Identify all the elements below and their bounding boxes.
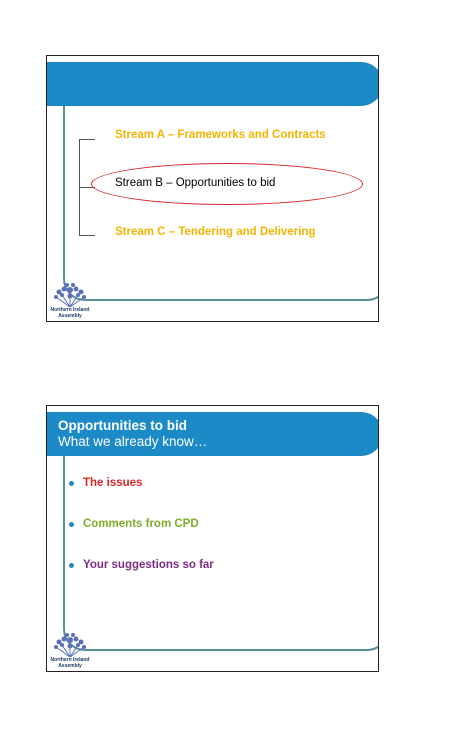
logo-line-1: Northern Ireland (50, 657, 90, 663)
stream-c-label: Stream C – Tendering and Delivering (115, 226, 316, 238)
title-banner (46, 412, 379, 456)
logo-line-2: Assembly (58, 312, 82, 319)
bullet-dot-icon (69, 522, 74, 527)
slide-subtitle: What we already know… (58, 434, 208, 449)
stream-b-label: Stream B – Opportunities to bid (115, 177, 276, 189)
slide-1 (46, 55, 379, 322)
stream-a-label: Stream A – Frameworks and Contracts (115, 129, 326, 141)
slide-2 (46, 405, 379, 672)
title-banner (46, 62, 379, 106)
bullet-item (69, 517, 214, 558)
bullet-item (69, 558, 214, 599)
bullet-text: Comments from CPD (83, 518, 199, 530)
slide-title: Opportunities to bid (58, 418, 187, 433)
bullet-dot-icon (69, 481, 74, 486)
logo-line-1: Northern Ireland (50, 307, 90, 313)
bracket-tick-c (79, 235, 95, 236)
bullet-dot-icon (69, 563, 74, 568)
assembly-logo (49, 281, 91, 319)
logo-line-2: Assembly (58, 662, 82, 669)
bracket-tick-a (79, 139, 95, 140)
bullet-text: Your suggestions so far (83, 559, 214, 571)
logo-caption (49, 658, 91, 669)
bullet-text: The issues (83, 477, 143, 489)
flax-logo-icon (50, 631, 90, 657)
flax-logo-icon (50, 281, 90, 307)
logo-caption (49, 308, 91, 319)
bullet-item (69, 476, 214, 517)
assembly-logo (49, 631, 91, 669)
bullet-list (69, 476, 214, 599)
